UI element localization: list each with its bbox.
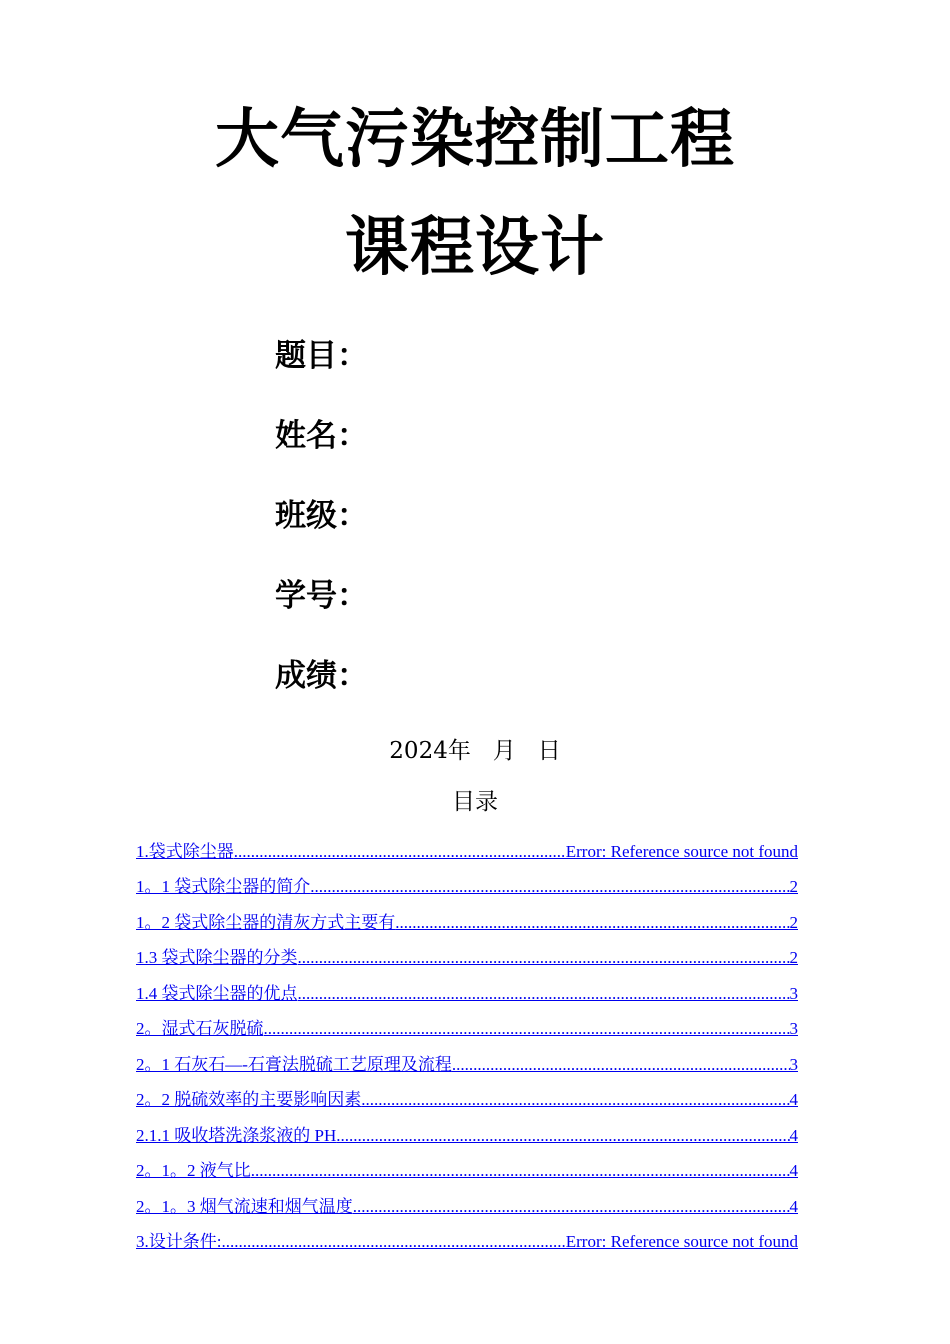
field-grade-label: 成绩： <box>275 658 368 694</box>
field-student-id-label: 学号： <box>275 578 368 614</box>
table-of-contents <box>136 827 798 1253</box>
toc-leader-dots <box>361 1089 789 1111</box>
cover-date: 2024年 月 日 <box>389 738 561 764</box>
toc-entry[interactable] <box>136 934 798 970</box>
toc-entry-page: 2 <box>789 877 798 896</box>
toc-entry-page: 4 <box>789 1125 798 1145</box>
toc-entry-page: 4 <box>789 1090 798 1109</box>
toc-entry-title: 1.3 袋式除尘器的分类 <box>136 948 298 967</box>
toc-leader-dots <box>221 1231 565 1253</box>
toc-entry[interactable] <box>136 863 798 899</box>
toc-entry-page: 2 <box>789 948 798 967</box>
toc-entry-page: 4 <box>789 1196 798 1216</box>
toc-entry-title: 3.设计条件: <box>136 1232 222 1251</box>
toc-entry[interactable] <box>136 969 798 1005</box>
toc-entry-title: 2。1。3 烟气流速和烟气温度 <box>136 1196 353 1216</box>
toc-leader-dots <box>310 876 789 898</box>
toc-entry-page: Error: Reference source not found <box>565 1232 798 1251</box>
toc-entry[interactable] <box>136 1111 798 1147</box>
toc-entry-title: 2。1 石灰石—-石膏法脱硫工艺原理及流程 <box>136 1054 452 1074</box>
cover-title-line1: 大气污染控制工程 <box>215 103 735 177</box>
field-name-label: 姓名： <box>275 418 368 454</box>
toc-entry-page: 3 <box>789 1019 798 1038</box>
field-topic-label: 题目： <box>275 338 368 374</box>
toc-leader-dots <box>298 983 790 1005</box>
toc-leader-dots <box>251 1160 790 1182</box>
toc-leader-dots <box>264 1018 790 1040</box>
toc-leader-dots <box>452 1054 790 1076</box>
toc-leader-dots <box>353 1196 790 1218</box>
cover-title-line2: 课程设计 <box>345 211 605 285</box>
toc-entry[interactable] <box>136 1040 798 1076</box>
toc-entry-title: 1.4 袋式除尘器的优点 <box>136 983 298 1003</box>
toc-heading: 目录 <box>452 789 498 815</box>
toc-leader-dots <box>395 912 789 934</box>
toc-entry-page: 3 <box>789 1054 798 1074</box>
toc-entry[interactable] <box>136 1218 798 1254</box>
toc-entry-title: 1。2 袋式除尘器的清灰方式主要有 <box>136 912 396 932</box>
toc-entry[interactable] <box>136 827 798 863</box>
toc-entry-page: Error: Reference source not found <box>565 841 798 861</box>
toc-entry-page: 4 <box>789 1161 798 1180</box>
toc-entry-title: 2。湿式石灰脱硫 <box>136 1019 264 1038</box>
toc-entry-title: 1。1 袋式除尘器的简介 <box>136 877 311 896</box>
toc-entry[interactable] <box>136 1005 798 1041</box>
toc-entry-page: 3 <box>789 983 798 1003</box>
toc-entry[interactable] <box>136 1147 798 1183</box>
toc-entry[interactable] <box>136 1076 798 1112</box>
toc-entry-title: 2.1.1 吸收塔洗涤浆液的 PH <box>136 1125 337 1145</box>
toc-entry-page: 2 <box>789 912 798 932</box>
toc-leader-dots <box>234 841 566 863</box>
toc-entry-title: 2。2 脱硫效率的主要影响因素 <box>136 1090 362 1109</box>
toc-entry-title: 1.袋式除尘器 <box>136 841 234 861</box>
toc-entry[interactable] <box>136 898 798 934</box>
field-class-label: 班级： <box>275 498 368 534</box>
toc-leader-dots <box>336 1125 789 1147</box>
toc-entry[interactable] <box>136 1182 798 1218</box>
toc-entry-title: 2。1。2 液气比 <box>136 1161 251 1180</box>
toc-leader-dots <box>298 947 790 969</box>
